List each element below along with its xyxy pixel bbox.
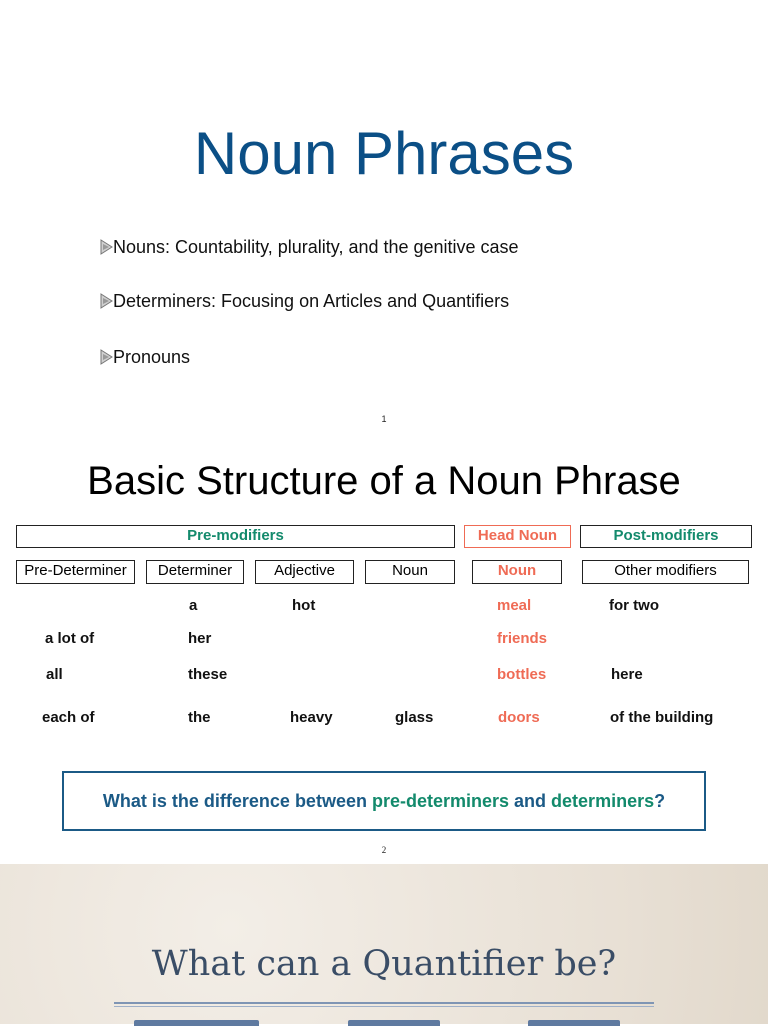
slide-quantifier bbox=[0, 864, 768, 1024]
table-cell: a bbox=[189, 597, 198, 614]
table-cell: of the building bbox=[610, 709, 714, 726]
question-text: What is the difference between bbox=[102, 791, 372, 811]
content-box-edge bbox=[528, 1020, 620, 1026]
table-cell: friends bbox=[497, 630, 548, 647]
table-cell: glass bbox=[395, 709, 434, 726]
bullet-text: Nouns: Countability, plurality, and the genitive case bbox=[113, 237, 519, 257]
table-cell: meal bbox=[497, 597, 532, 614]
table-cell: her bbox=[188, 630, 212, 647]
column-header-noun: Noun bbox=[365, 560, 455, 584]
column-header-adjective: Adjective bbox=[255, 560, 354, 584]
bullet-text: Determiners: Focusing on Articles and Quantifiers bbox=[113, 291, 510, 311]
page-number: 2 bbox=[381, 845, 387, 855]
play-triangle-icon bbox=[100, 349, 113, 365]
play-triangle-icon bbox=[100, 293, 113, 309]
question-term-pre-determiners: pre-determiners bbox=[371, 791, 510, 811]
title-rule bbox=[114, 1006, 654, 1007]
group-header-post-modifiers: Post-modifiers bbox=[580, 525, 752, 548]
bullet-item bbox=[100, 290, 509, 312]
bullet-text: Pronouns bbox=[113, 347, 191, 367]
slide-title: Noun Phrases bbox=[193, 120, 575, 187]
table-cell: bottles bbox=[497, 666, 547, 683]
content-box-edge bbox=[348, 1020, 440, 1026]
table-cell: a lot of bbox=[45, 630, 95, 647]
table-cell: these bbox=[188, 666, 228, 683]
column-header-other-modifiers: Other modifiers bbox=[582, 560, 749, 584]
bullet-item bbox=[100, 346, 190, 368]
table-cell: for two bbox=[609, 597, 659, 614]
group-header-head-noun: Head Noun bbox=[464, 525, 571, 548]
table-cell: all bbox=[46, 666, 63, 683]
title-rule bbox=[114, 1002, 654, 1004]
question-box bbox=[62, 771, 706, 831]
slide-title: What can a Quantifier be? bbox=[151, 944, 617, 984]
table-cell: the bbox=[188, 709, 211, 726]
column-header-determiner: Determiner bbox=[146, 560, 244, 584]
table-cell: hot bbox=[292, 597, 316, 614]
column-header-head-noun: Noun bbox=[472, 560, 562, 584]
question-term-determiners: determiners bbox=[551, 791, 655, 811]
table-cell: doors bbox=[498, 709, 540, 726]
group-header-pre-modifiers: Pre-modifiers bbox=[16, 525, 455, 548]
slide-noun-phrases bbox=[0, 0, 768, 440]
bullet-item bbox=[100, 236, 519, 258]
question-text: ? bbox=[654, 791, 666, 811]
column-header-pre-determiner: Pre-Determiner bbox=[16, 560, 135, 584]
content-box-edge bbox=[134, 1020, 259, 1026]
question-text: and bbox=[509, 791, 552, 811]
table-cell: heavy bbox=[290, 709, 333, 726]
table-cell: each of bbox=[42, 709, 95, 726]
table-cell: here bbox=[611, 666, 643, 683]
play-triangle-icon bbox=[100, 239, 113, 255]
page-number: 1 bbox=[381, 414, 387, 424]
slide-title: Basic Structure of a Noun Phrase bbox=[87, 459, 681, 503]
